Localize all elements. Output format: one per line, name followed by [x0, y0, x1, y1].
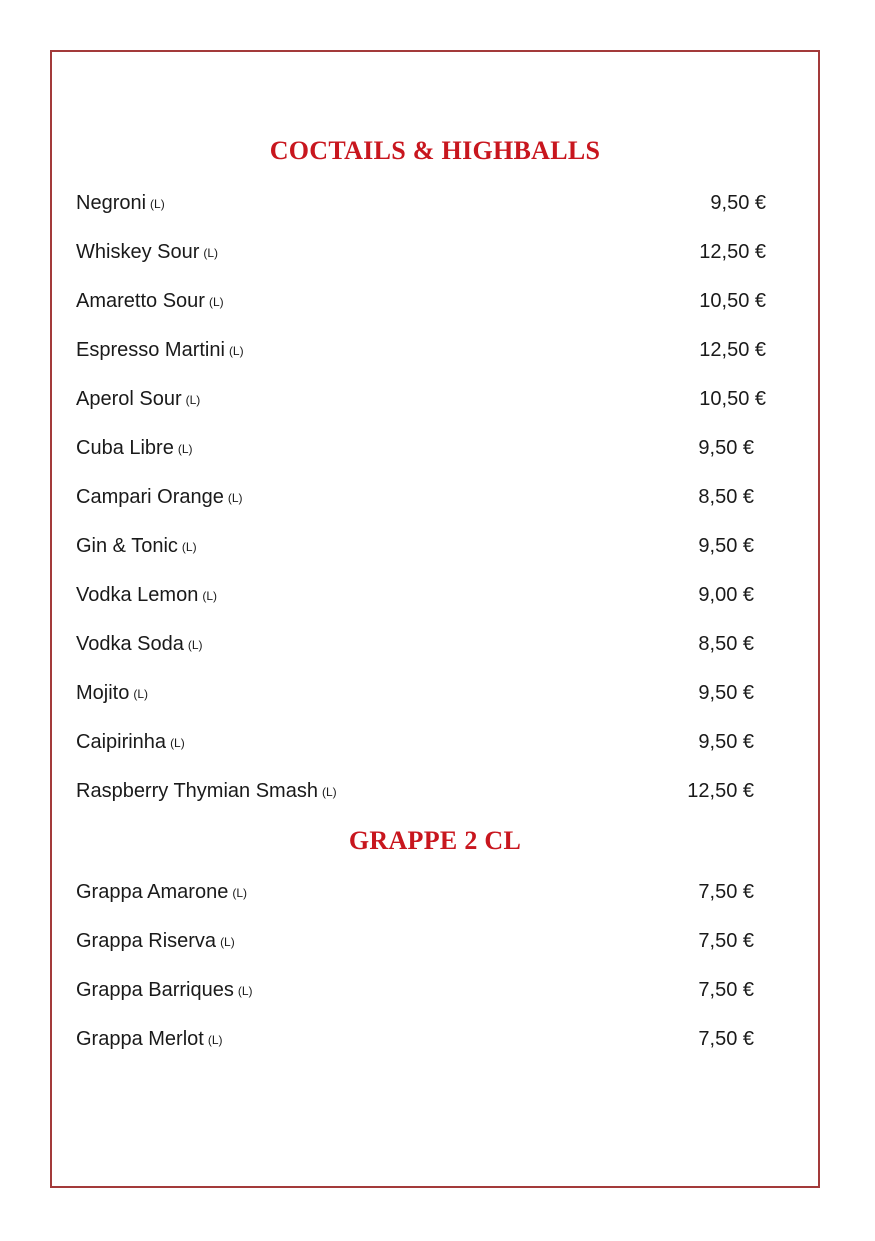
menu-item-name: Campari Orange (L): [76, 486, 243, 508]
section-title-grappe: GRAPPE 2 CL: [348, 826, 522, 855]
menu-item-row: [76, 1024, 796, 1054]
allergen-tag: (L): [170, 736, 185, 750]
menu-item-row: [76, 482, 796, 512]
allergen-tag: (L): [207, 1033, 223, 1047]
menu-item-price: 9,50 €: [698, 731, 754, 753]
menu-item-name: Mojito (L): [76, 682, 149, 704]
menu-item-price: 7,50 €: [698, 979, 754, 1001]
allergen-tag: (L): [181, 540, 197, 554]
allergen-tag: (L): [220, 935, 235, 949]
menu-item-row: [76, 384, 796, 414]
menu-page-frame: [50, 50, 820, 1188]
menu-item-name: Vodka Lemon (L): [76, 584, 217, 606]
menu-item-name: Caipirinha (L): [76, 731, 185, 753]
menu-item-price: 12,50 €: [699, 339, 766, 361]
menu-item-name: Negroni (L): [76, 192, 165, 214]
menu-item-price: 12,50 €: [699, 241, 766, 263]
menu-item-row: [76, 975, 796, 1005]
menu-item-name: Gin & Tonic (L): [76, 535, 197, 557]
menu-item-row: [76, 926, 796, 956]
allergen-tag: (L): [232, 886, 247, 900]
menu-item-name: Espresso Martini (L): [76, 339, 244, 361]
menu-item-price: 7,50 €: [698, 1028, 754, 1050]
menu-item-name: Raspberry Thymian Smash (L): [76, 780, 337, 802]
allergen-tag: (L): [187, 638, 203, 652]
menu-item-row: [76, 678, 796, 708]
menu-item-name: Grappa Riserva (L): [76, 930, 235, 952]
allergen-tag: (L): [177, 442, 193, 456]
menu-item-name: Whiskey Sour (L): [76, 241, 219, 263]
menu-item-name: Aperol Sour (L): [76, 388, 201, 410]
menu-item-name: Vodka Soda (L): [76, 633, 203, 655]
menu-item-row: [76, 433, 796, 463]
menu-item-name: Grappa Amarone (L): [76, 881, 247, 903]
menu-item-price: 9,50 €: [710, 192, 766, 214]
allergen-tag: (L): [208, 295, 224, 309]
allergen-tag: (L): [133, 687, 149, 701]
menu-item-price: 12,50 €: [687, 780, 754, 802]
menu-item-name: Grappa Merlot (L): [76, 1028, 223, 1050]
menu-item-price: 8,50 €: [698, 486, 754, 508]
menu-item-row: [76, 877, 796, 907]
allergen-tag: (L): [321, 785, 337, 799]
menu-item-name: Amaretto Sour (L): [76, 290, 224, 312]
menu-item-price: 8,50 €: [698, 633, 754, 655]
allergen-tag: (L): [227, 491, 243, 505]
menu-item-price: 9,50 €: [698, 535, 754, 557]
allergen-tag: (L): [202, 589, 217, 603]
menu-item-row: [76, 531, 796, 561]
menu-item-price: 7,50 €: [698, 881, 754, 903]
menu-item-price: 9,50 €: [698, 437, 754, 459]
allergen-tag: (L): [228, 344, 244, 358]
menu-item-row: [76, 727, 796, 757]
menu-item-price: 9,50 €: [698, 682, 754, 704]
menu-item-row: [76, 237, 796, 267]
menu-item-price: 9,00 €: [698, 584, 754, 606]
menu-item-price: 10,50 €: [699, 388, 766, 410]
menu-item-price: 7,50 €: [698, 930, 754, 952]
allergen-tag: (L): [203, 246, 219, 260]
menu-item-row: [76, 188, 796, 218]
allergen-tag: (L): [185, 393, 201, 407]
menu-item-row: [76, 335, 796, 365]
menu-item-price: 10,50 €: [699, 290, 766, 312]
menu-item-name: Grappa Barriques (L): [76, 979, 253, 1001]
allergen-tag: (L): [150, 197, 165, 211]
menu-item-row: [76, 629, 796, 659]
menu-item-name: Cuba Libre (L): [76, 437, 193, 459]
menu-item-row: [76, 286, 796, 316]
section-title-cocktails: COCTAILS & HIGHBALLS: [269, 136, 601, 165]
menu-item-row: [76, 776, 796, 806]
allergen-tag: (L): [237, 984, 253, 998]
menu-item-row: [76, 580, 796, 610]
